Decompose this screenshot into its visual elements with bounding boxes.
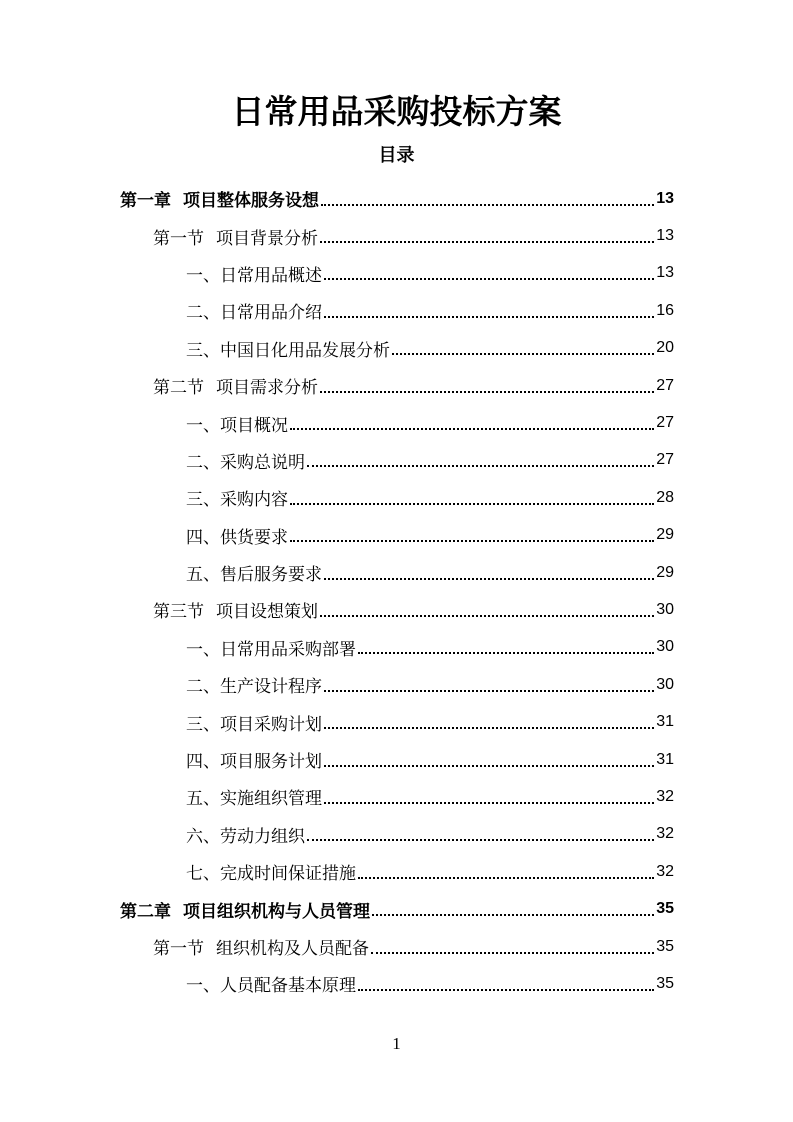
- toc-entry-text: 项目需求分析: [216, 378, 318, 399]
- toc-entry-page-number: 30: [656, 600, 674, 618]
- toc-entry-label: [153, 224, 318, 249]
- toc-entry[interactable]: [0, 180, 793, 217]
- toc-entry-label: [186, 822, 305, 847]
- toc-entry-text: 采购内容: [220, 490, 288, 511]
- toc-entry-label: [120, 186, 319, 211]
- toc-entry-prefix: 七、: [186, 864, 220, 885]
- toc-entry-page-number: 20: [656, 339, 674, 357]
- toc-entry-page-number: 32: [656, 862, 674, 880]
- toc-entry[interactable]: [0, 816, 793, 853]
- toc-entry-text: 项目采购计划: [220, 714, 322, 735]
- toc-entry-text: 日常用品介绍: [220, 303, 322, 324]
- toc-entry[interactable]: [0, 554, 793, 591]
- toc-entry-page-number: 28: [656, 488, 674, 506]
- toc-dot-leader: [307, 465, 654, 467]
- toc-entry-prefix: 第二章: [120, 901, 171, 922]
- toc-entry[interactable]: [0, 853, 793, 890]
- toc-entry-page-number: 29: [656, 563, 674, 581]
- toc-entry[interactable]: [0, 217, 793, 254]
- toc-entry-text: 项目设想策划: [216, 602, 318, 623]
- toc-entry-label: [186, 747, 322, 772]
- toc-dot-leader: [320, 615, 654, 617]
- toc-entry-label: [186, 859, 356, 884]
- toc-entry[interactable]: [0, 591, 793, 628]
- toc-entry[interactable]: [0, 330, 793, 367]
- toc-entry-page-number: 31: [656, 750, 674, 768]
- toc-entry-page-number: 32: [656, 825, 674, 843]
- toc-entry-page-number: 35: [656, 900, 674, 918]
- toc-dot-leader: [392, 353, 654, 355]
- toc-entry-text: 人员配备基本原理: [220, 976, 356, 997]
- toc-entry-prefix: 一、: [186, 976, 220, 997]
- toc-entry-prefix: 三、: [186, 340, 220, 361]
- toc-entry-prefix: 三、: [186, 714, 220, 735]
- toc-entry-label: [186, 784, 322, 809]
- toc-dot-leader: [324, 278, 654, 280]
- toc-entry-page-number: 30: [656, 675, 674, 693]
- document-title: 日常用品采购投标方案: [231, 92, 562, 131]
- toc-entry[interactable]: [0, 292, 793, 329]
- toc-entry[interactable]: [0, 367, 793, 404]
- toc-dot-leader: [307, 839, 654, 841]
- toc-entry-label: [186, 710, 322, 735]
- toc-entry-text: 项目整体服务设想: [183, 191, 319, 212]
- toc-entry-page-number: 13: [656, 189, 674, 207]
- toc-dot-leader: [320, 391, 654, 393]
- toc-entry-page-number: 35: [656, 974, 674, 992]
- toc-entry[interactable]: [0, 965, 793, 1002]
- toc-entry-prefix: 一、: [186, 265, 220, 286]
- toc-entry-page-number: 27: [656, 376, 674, 394]
- toc-entry-label: [186, 261, 322, 286]
- toc-entry[interactable]: [0, 442, 793, 479]
- toc-entry-prefix: 第一节: [153, 939, 204, 959]
- toc-entry-label: [120, 897, 370, 922]
- toc-entry-prefix: 二、: [186, 677, 220, 698]
- toc-entry[interactable]: [0, 404, 793, 441]
- toc-entry[interactable]: [0, 255, 793, 292]
- toc-entry-text: 项目服务计划: [220, 752, 322, 773]
- toc-entry-prefix: 第二节: [153, 378, 204, 399]
- toc-dot-leader: [324, 316, 654, 318]
- toc-entry[interactable]: [0, 778, 793, 815]
- toc-entry-label: [186, 672, 322, 697]
- toc-dot-leader: [321, 204, 654, 206]
- table-of-contents: [0, 180, 793, 1003]
- toc-entry-prefix: 四、: [186, 527, 220, 548]
- toc-entry-prefix: 第一章: [120, 191, 171, 212]
- toc-entry-prefix: 三、: [186, 490, 220, 511]
- toc-entry-text: 项目背景分析: [216, 228, 318, 249]
- toc-entry-text: 项目组织机构与人员管理: [183, 901, 370, 922]
- toc-entry-prefix: 二、: [186, 303, 220, 324]
- toc-entry-label: [186, 485, 288, 510]
- toc-dot-leader: [358, 877, 654, 879]
- toc-entry-text: 日常用品采购部署: [220, 639, 356, 660]
- toc-entry[interactable]: [0, 479, 793, 516]
- toc-dot-leader: [290, 503, 654, 505]
- toc-entry-prefix: 五、: [186, 565, 220, 586]
- toc-dot-leader: [358, 652, 654, 654]
- toc-dot-leader: [371, 952, 654, 954]
- toc-entry-prefix: 一、: [186, 639, 220, 660]
- toc-entry[interactable]: [0, 666, 793, 703]
- toc-entry-prefix: 二、: [186, 452, 220, 473]
- toc-dot-leader: [358, 989, 654, 991]
- toc-entry[interactable]: [0, 890, 793, 927]
- toc-entry-label: [186, 523, 288, 548]
- toc-entry-text: 采购总说明: [220, 452, 305, 473]
- toc-entry-page-number: 13: [656, 227, 674, 245]
- toc-entry-page-number: 31: [656, 713, 674, 731]
- toc-entry-text: 日常用品概述: [220, 265, 322, 286]
- toc-entry[interactable]: [0, 629, 793, 666]
- toc-entry-page-number: 29: [656, 526, 674, 544]
- toc-entry-prefix: 第一节: [153, 228, 204, 249]
- toc-heading: 目录: [378, 145, 415, 166]
- toc-entry-label: [153, 373, 318, 398]
- toc-entry-label: [186, 298, 322, 323]
- toc-entry-page-number: 30: [656, 638, 674, 656]
- toc-dot-leader: [320, 241, 654, 243]
- toc-dot-leader: [324, 690, 654, 692]
- page-number: 1: [392, 1034, 401, 1053]
- toc-entry-prefix: 六、: [186, 826, 220, 847]
- toc-dot-leader: [324, 727, 654, 729]
- toc-entry-page-number: 16: [656, 301, 674, 319]
- toc-entry-prefix: 五、: [186, 789, 220, 810]
- toc-dot-leader: [290, 428, 654, 430]
- toc-entry-prefix: 第三节: [153, 602, 204, 623]
- toc-entry-label: [186, 560, 322, 585]
- toc-entry-label: [186, 336, 390, 361]
- toc-entry-label: [153, 597, 318, 622]
- toc-entry-text: 实施组织管理: [220, 789, 322, 810]
- toc-dot-leader: [324, 765, 654, 767]
- toc-entry-text: 完成时间保证措施: [220, 864, 356, 885]
- toc-entry[interactable]: [0, 741, 793, 778]
- toc-dot-leader: [324, 802, 654, 804]
- toc-dot-leader: [372, 914, 654, 916]
- toc-entry-page-number: 32: [656, 787, 674, 805]
- toc-entry-label: [186, 971, 356, 996]
- toc-entry-prefix: 一、: [186, 415, 220, 436]
- toc-entry-text: 售后服务要求: [220, 565, 322, 586]
- toc-entry[interactable]: [0, 517, 793, 554]
- toc-entry-text: 生产设计程序: [220, 677, 322, 698]
- toc-entry-label: [153, 934, 369, 959]
- toc-entry-label: [186, 448, 305, 473]
- toc-entry-text: 组织机构及人员配备: [216, 939, 369, 959]
- toc-entry-text: 供货要求: [220, 527, 288, 548]
- toc-entry-text: 劳动力组织: [220, 826, 305, 847]
- toc-entry-page-number: 27: [656, 451, 674, 469]
- toc-entry[interactable]: [0, 928, 793, 965]
- toc-entry-page-number: 13: [656, 264, 674, 282]
- toc-dot-leader: [290, 540, 654, 542]
- toc-dot-leader: [324, 578, 654, 580]
- toc-entry-label: [186, 635, 356, 660]
- toc-entry-text: 中国日化用品发展分析: [220, 340, 390, 361]
- toc-entry-prefix: 四、: [186, 752, 220, 773]
- toc-entry-label: [186, 411, 288, 436]
- toc-entry-page-number: 27: [656, 414, 674, 432]
- toc-entry-text: 项目概况: [220, 415, 288, 436]
- toc-entry-page-number: 35: [656, 937, 674, 955]
- toc-entry[interactable]: [0, 703, 793, 740]
